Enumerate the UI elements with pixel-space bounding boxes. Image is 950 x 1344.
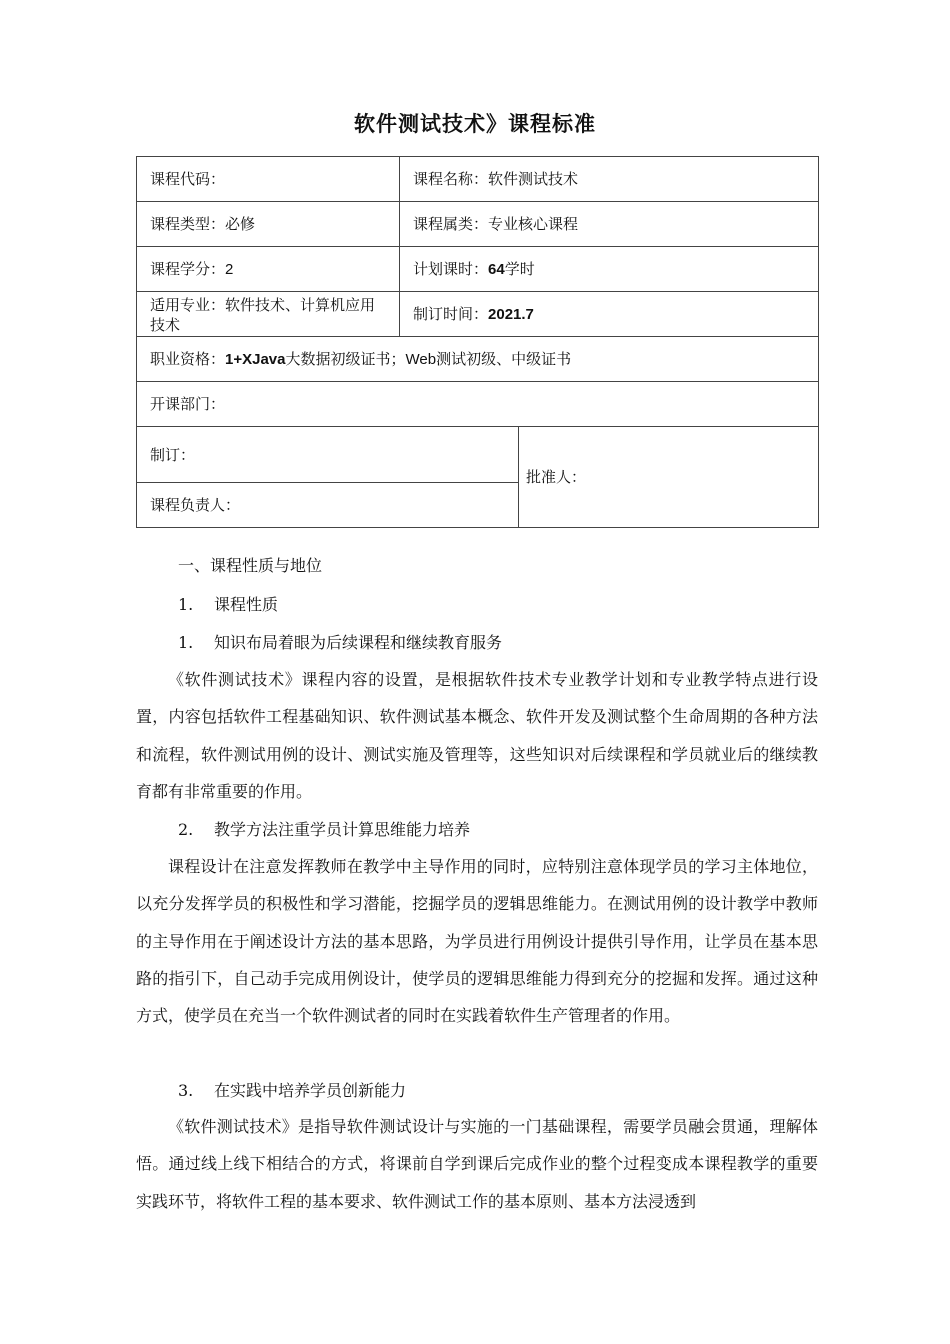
document-title: 软件测试技术》课程标准 — [354, 112, 596, 136]
qualification-cell: 职业资格：1+XJava大数据初级证书；Web测试初级、中级证书 — [137, 337, 819, 382]
section-heading-1: 一、课程性质与地位 — [178, 556, 323, 575]
department-cell: 开课部门： — [137, 382, 819, 427]
table-row — [137, 292, 819, 337]
table-row — [137, 382, 819, 427]
table-row — [137, 202, 819, 247]
subheading-2: 2. 教学方法注重学员计算思维能力培养 — [178, 820, 471, 839]
table-row — [137, 247, 819, 292]
subheading-1: 1. 知识布局着眼为后续课程和继续教育服务 — [178, 633, 503, 652]
paragraph-3: 《软件测试技术》是指导软件测试设计与实施的一门基础课程，需要学员融会贯通，理解体悟。通过线上线下相结合的方式，将课前自学到课后完成作业的整个过程变成本课程教学的重要实践环节，将软件工程的基本要求、软件测试工作的基本原则、基本方法浸透到 — [136, 1117, 818, 1211]
table-row — [137, 427, 819, 483]
paragraph-1: 《软件测试技术》课程内容的设置，是根据软件技术专业教学计划和专业教学特点进行设置，内容包括软件工程基础知识、软件测试基本概念、软件开发及测试整个生命周期的各种方法和流程，软件测试用例的设计、测试实施及管理等，这些知识对后续课程和学员就业后的继续教育都有非常重要的作用。 — [136, 670, 818, 801]
course-category-cell: 课程属类：专业核心课程 — [400, 202, 819, 247]
course-type-cell: 课程类型：必修 — [137, 202, 400, 247]
course-name-cell: 课程名称：软件测试技术 — [400, 157, 819, 202]
course-code-cell: 课程代码： — [137, 157, 400, 202]
approver-cell: 批准人： — [519, 427, 819, 528]
table-row — [137, 157, 819, 202]
table-row — [137, 337, 819, 382]
course-info-table — [136, 156, 819, 528]
section-heading-1-1: 1. 课程性质 — [178, 595, 279, 614]
made-by-cell: 制订： — [137, 427, 519, 483]
credits-cell: 课程学分：2 — [137, 247, 400, 292]
course-lead-cell: 课程负责人： — [137, 483, 519, 528]
subheading-3: 3. 在实践中培养学员创新能力 — [178, 1081, 407, 1100]
paragraph-2: 课程设计在注意发挥教师在教学中主导作用的同时，应特别注意体现学员的学习主体地位，以充分发挥学员的积极性和学习潜能，挖掘学员的逻辑思维能力。在测试用例的设计教学中教师的主导作用在于阐述设计方法的基本思路，为学员进行用例设计提供引导作用，让学员在基本思路的指引下，自己动手完成用例设计，使学员的逻辑思维能力得到充分的挖掘和发挥。通过这种方式，使学员在充当一个软件测试者的同时在实践着软件生产管理者的作用。 — [136, 857, 818, 1026]
date-cell: 制订时间：2021.7 — [400, 292, 819, 337]
major-cell: 适用专业：软件技术、计算机应用技术 — [137, 292, 400, 337]
hours-cell: 计划课时：64学时 — [400, 247, 819, 292]
